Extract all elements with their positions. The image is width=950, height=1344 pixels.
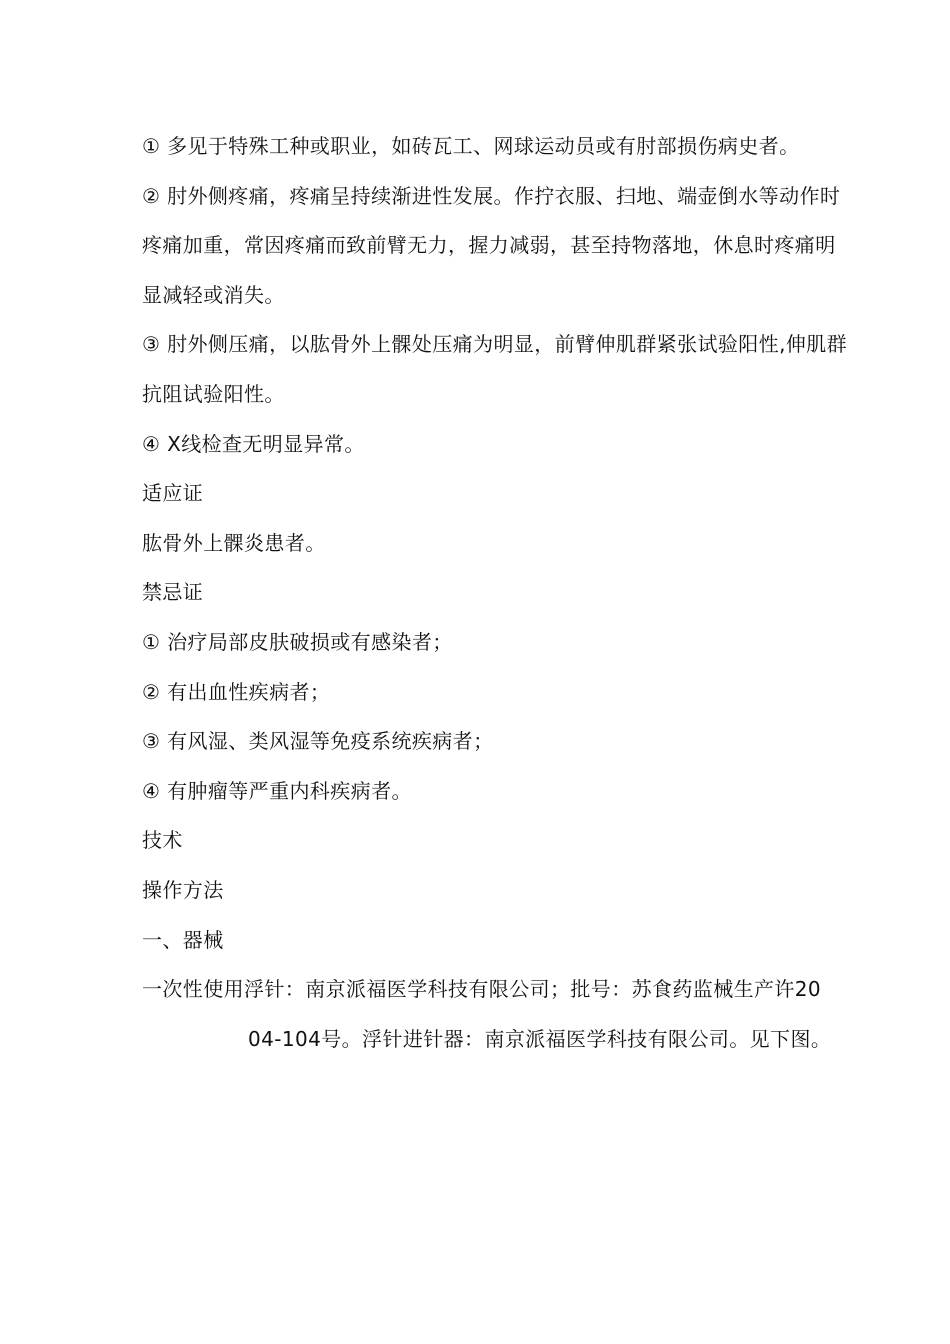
symptom-item-1: ① 多见于特殊工种或职业，如砖瓦工、网球运动员或有肘部损伤病史者。 [142, 134, 800, 158]
section-heading-indications: 适应证 [142, 481, 204, 506]
section-heading-technique: 技术 [142, 828, 183, 853]
section-heading-contraindications: 禁忌证 [142, 580, 204, 605]
contraindication-item-1: ① 治疗局部皮肤破损或有感染者； [142, 629, 453, 654]
document-body [142, 122, 854, 1064]
equipment-text-line-1: 一次性使用浮针：南京派福医学科技有限公司；批号：苏食药监械生产许20 [142, 977, 822, 1002]
section-heading-operation-method: 操作方法 [142, 877, 224, 902]
symptom-item-3: ③ 肘外侧压痛，以肱骨外上髁处压痛为明显，前臂伸肌群紧张试验阳性,伸肌群抗阻试验阳性。 [142, 332, 848, 406]
equipment-text-line-2: 04-104号。浮针进针器：南京派福医学科技有限公司。见下图。 [248, 1026, 832, 1051]
symptom-item-2: ② 肘外侧疼痛，疼痛呈持续渐进性发展。作拧衣服、扫地、端壶倒水等动作时疼痛加重，常因疼痛而致前臂无力，握力减弱，甚至持物落地，休息时疼痛明显减轻或消失。 [142, 183, 841, 307]
symptom-item-4: ④ X线检查无明显异常。 [142, 431, 365, 456]
contraindication-item-3: ③ 有风湿、类风湿等免疫系统疾病者； [142, 729, 494, 754]
section-heading-equipment: 一、器械 [142, 927, 224, 952]
contraindication-item-2: ② 有出血性疾病者； [142, 679, 331, 704]
contraindication-item-4: ④ 有肿瘤等严重内科疾病者。 [142, 778, 412, 803]
indications-text: 肱骨外上髁炎患者。 [142, 530, 326, 555]
